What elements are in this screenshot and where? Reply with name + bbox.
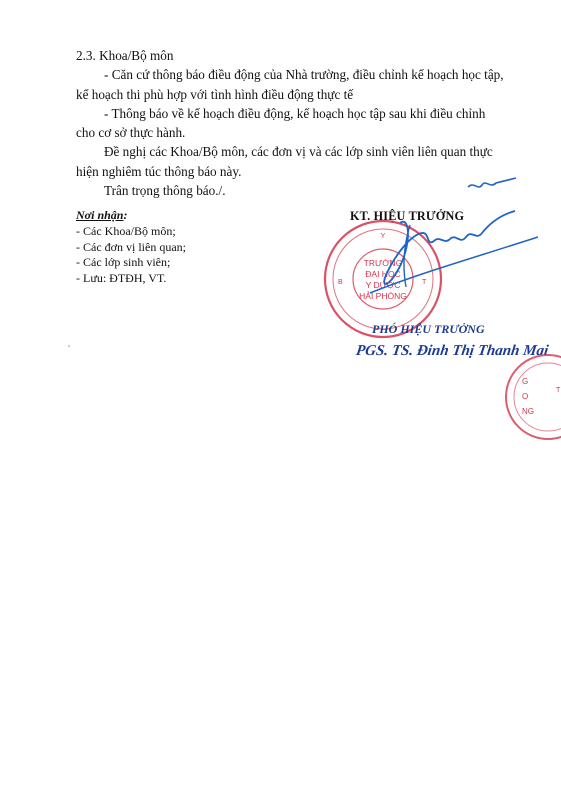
- recipient-item: - Các Khoa/Bộ môn;: [76, 223, 176, 238]
- handwritten-signature: [340, 175, 540, 325]
- svg-text:TRƯỜNG: TRƯỜNG: [363, 258, 403, 268]
- scan-speck: [68, 345, 70, 347]
- signer-role: PHÓ HIỆU TRƯỞNG: [372, 322, 485, 336]
- partial-stamp: [486, 352, 561, 442]
- recipients-label: Nơi nhận:: [76, 208, 128, 222]
- svg-text:HẢI PHÒNG: HẢI PHÒNG: [359, 291, 407, 301]
- paragraph-3-line-1: Đề nghị các Khoa/Bộ môn, các đơn vị và các lớp sinh viên liên quan thực: [104, 144, 493, 160]
- recipient-item: - Các lớp sinh viên;: [76, 255, 171, 270]
- signer-name: PGS. TS. Đinh Thị Thanh Mai: [354, 343, 550, 359]
- recipient-item: - Các đơn vị liên quan;: [76, 239, 186, 254]
- svg-text:T: T: [422, 279, 427, 286]
- paragraph-1-line-1: - Căn cứ thông báo điều động của Nhà trường, điều chỉnh kế hoạch học tập,: [104, 67, 504, 83]
- closing-line: Trân trọng thông báo./.: [104, 183, 226, 199]
- signature-title: KT. HIỆU TRƯỞNG: [350, 209, 465, 223]
- svg-text:Y DƯỢC: Y DƯỢC: [365, 280, 401, 290]
- svg-text:Ọ: Ọ: [522, 392, 529, 401]
- paragraph-3-line-2: hiện nghiêm túc thông báo này.: [76, 163, 242, 179]
- svg-text:T: T: [556, 387, 561, 394]
- recipients-block: [76, 208, 186, 287]
- paragraph-2-line-1: - Thông báo về kế hoạch điều động, kế hoạch học tập sau khi điều chỉnh: [104, 105, 486, 121]
- svg-text:Y: Y: [380, 233, 386, 240]
- paragraph-2-line-2: cho cơ sở thực hành.: [76, 125, 186, 141]
- svg-text:G: G: [522, 377, 529, 386]
- svg-text:NG: NG: [522, 407, 534, 416]
- svg-text:B: B: [338, 279, 343, 286]
- section-heading: 2.3. Khoa/Bộ môn: [76, 48, 174, 63]
- recipient-item: - Lưu: ĐTĐH, VT.: [76, 271, 167, 286]
- svg-text:ĐẠI HỌC: ĐẠI HỌC: [365, 269, 401, 279]
- paragraph-1-line-2: kế hoạch thi phù hợp với tình hình điều động thực tế: [76, 86, 354, 102]
